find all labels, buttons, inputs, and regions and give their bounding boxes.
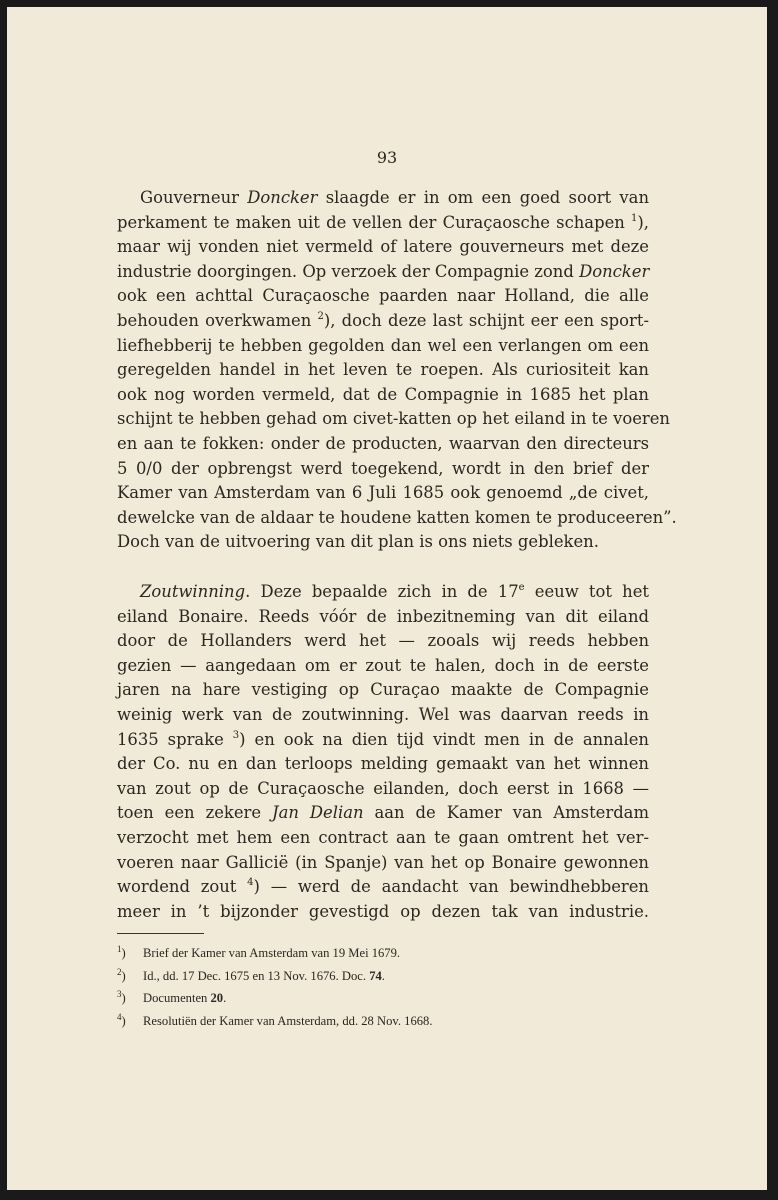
footnote-1	[117, 942, 617, 965]
paragraph-parchment-horses-civet	[117, 186, 677, 555]
footnotes	[117, 942, 617, 1032]
century-superscript: e	[518, 582, 525, 593]
footnote-mark: $^2$)	[117, 966, 126, 983]
footnote-4	[117, 1010, 617, 1033]
footnote-mark: $^4$)	[117, 1011, 126, 1028]
footnote-text: Id., dd. 17 Dec. 1675 en 13 Nov. 1676. Doc. 74.	[143, 968, 385, 983]
person-name: Doncker	[579, 261, 650, 281]
text-line: door de Hollanders werd het — zooals wij reeds hebben	[117, 631, 649, 651]
text-line: van zout op de Curaçaosche eilanden, doch eerst in 1668 —	[117, 778, 649, 798]
text-line: Zoutwinning. Deze bepaalde zich in de 17e eeuw tot het	[140, 582, 649, 601]
text-line: schijnt te hebben gehad om civet-katten op het eiland in te voeren	[117, 409, 670, 429]
person-name: Doncker	[247, 188, 318, 207]
text-line: der Co. nu en dan terloops melding gemaakt van het winnen	[117, 754, 649, 774]
text-line: eiland Bonaire. Reeds vóór de inbezitneming van dit eiland	[117, 606, 649, 626]
footnote-divider	[117, 933, 204, 934]
footnote-text: Resolutiën der Kamer van Amsterdam, dd. 28 Nov. 1668.	[143, 1013, 433, 1028]
footnote-text: Documenten 20.	[143, 991, 227, 1005]
footnote-3	[117, 987, 617, 1010]
book-page	[7, 7, 767, 1190]
text-line: liefhebberij te hebben gegolden dan wel een verlangen om een	[117, 335, 649, 355]
text-line: ook nog worden vermeld, dat de Compagnie in 1685 het plan	[117, 384, 649, 404]
text-line: wordend zout $^4$) — werd de aandacht van bewindhebberen	[117, 877, 649, 897]
footnote-mark: $^3$)	[117, 989, 126, 1005]
footnote-text: Brief der Kamer van Amsterdam van 19 Mei 1679.	[143, 946, 401, 960]
text-line: Kamer van Amsterdam van 6 Juli 1685 ook genoemd „de civet,	[117, 483, 649, 503]
text-line: Gouverneur Doncker slaagde er in om een goed soort van	[140, 188, 649, 207]
text-line: en aan te fokken: onder de producten, waarvan den directeurs	[117, 433, 649, 453]
text-line: industrie doorgingen. Op verzoek der Compagnie zond Doncker	[117, 261, 650, 281]
text-line: toen een zekere Jan Delian aan de Kamer van Amsterdam	[117, 803, 649, 823]
text-line: jaren na hare vestiging op Curaçao maakte de Compagnie	[117, 680, 649, 700]
text-line: Doch van de uitvoering van dit plan is ons niets gebleken.	[117, 532, 599, 552]
text-line: weinig werk van de zoutwinning. Wel was daarvan reeds in	[117, 704, 649, 724]
text-line: voeren naar Gallicië (in Spanje) van het op Bonaire gewonnen	[117, 852, 649, 872]
text-line: geregelden handel in het leven te roepen. Als curiositeit kan	[117, 360, 649, 380]
person-name: Jan Delian	[272, 803, 364, 823]
text-line: 1635 sprake $^3$) en ook na dien tijd vindt men in de annalen	[117, 729, 649, 749]
text-line: 5 0/0 der opbrengst werd toegekend, wordt in den brief der	[117, 458, 649, 478]
text-line: gezien — aangedaan om er zout te halen, doch in de eerste	[117, 655, 649, 675]
text-line: maar wij vonden niet vermeld of latere gouverneurs met deze	[117, 237, 649, 257]
footnote-mark: $^1$)	[117, 944, 126, 960]
text-line: ook een achttal Curaçaosche paarden naar Holland, die alle	[117, 286, 649, 306]
footnote-ref-3: 3	[232, 729, 240, 741]
text-line: meer in ’t bijzonder gevestigd op dezen tak van industrie.	[117, 901, 649, 921]
footnote-ref-4: 4	[247, 877, 254, 889]
page-number: 93	[376, 148, 398, 167]
text-line: dewelcke van de aldaar te houdene katten komen te produceeren”.	[117, 507, 677, 527]
text-line: verzocht met hem een contract aan te gaan omtrent het ver-	[117, 827, 649, 847]
section-heading: Zoutwinning	[140, 582, 246, 601]
footnote-ref-2: 2	[317, 310, 324, 322]
footnote-2	[117, 965, 617, 988]
footnote-ref-1: 1	[631, 212, 638, 224]
text-line: behouden overkwamen $^2$), doch deze last schijnt eer een sport-	[117, 310, 649, 330]
paragraph-salt-production	[117, 580, 649, 924]
text-line: perkament te maken uit de vellen der Curaçaosche schapen $^1$),	[117, 212, 649, 232]
